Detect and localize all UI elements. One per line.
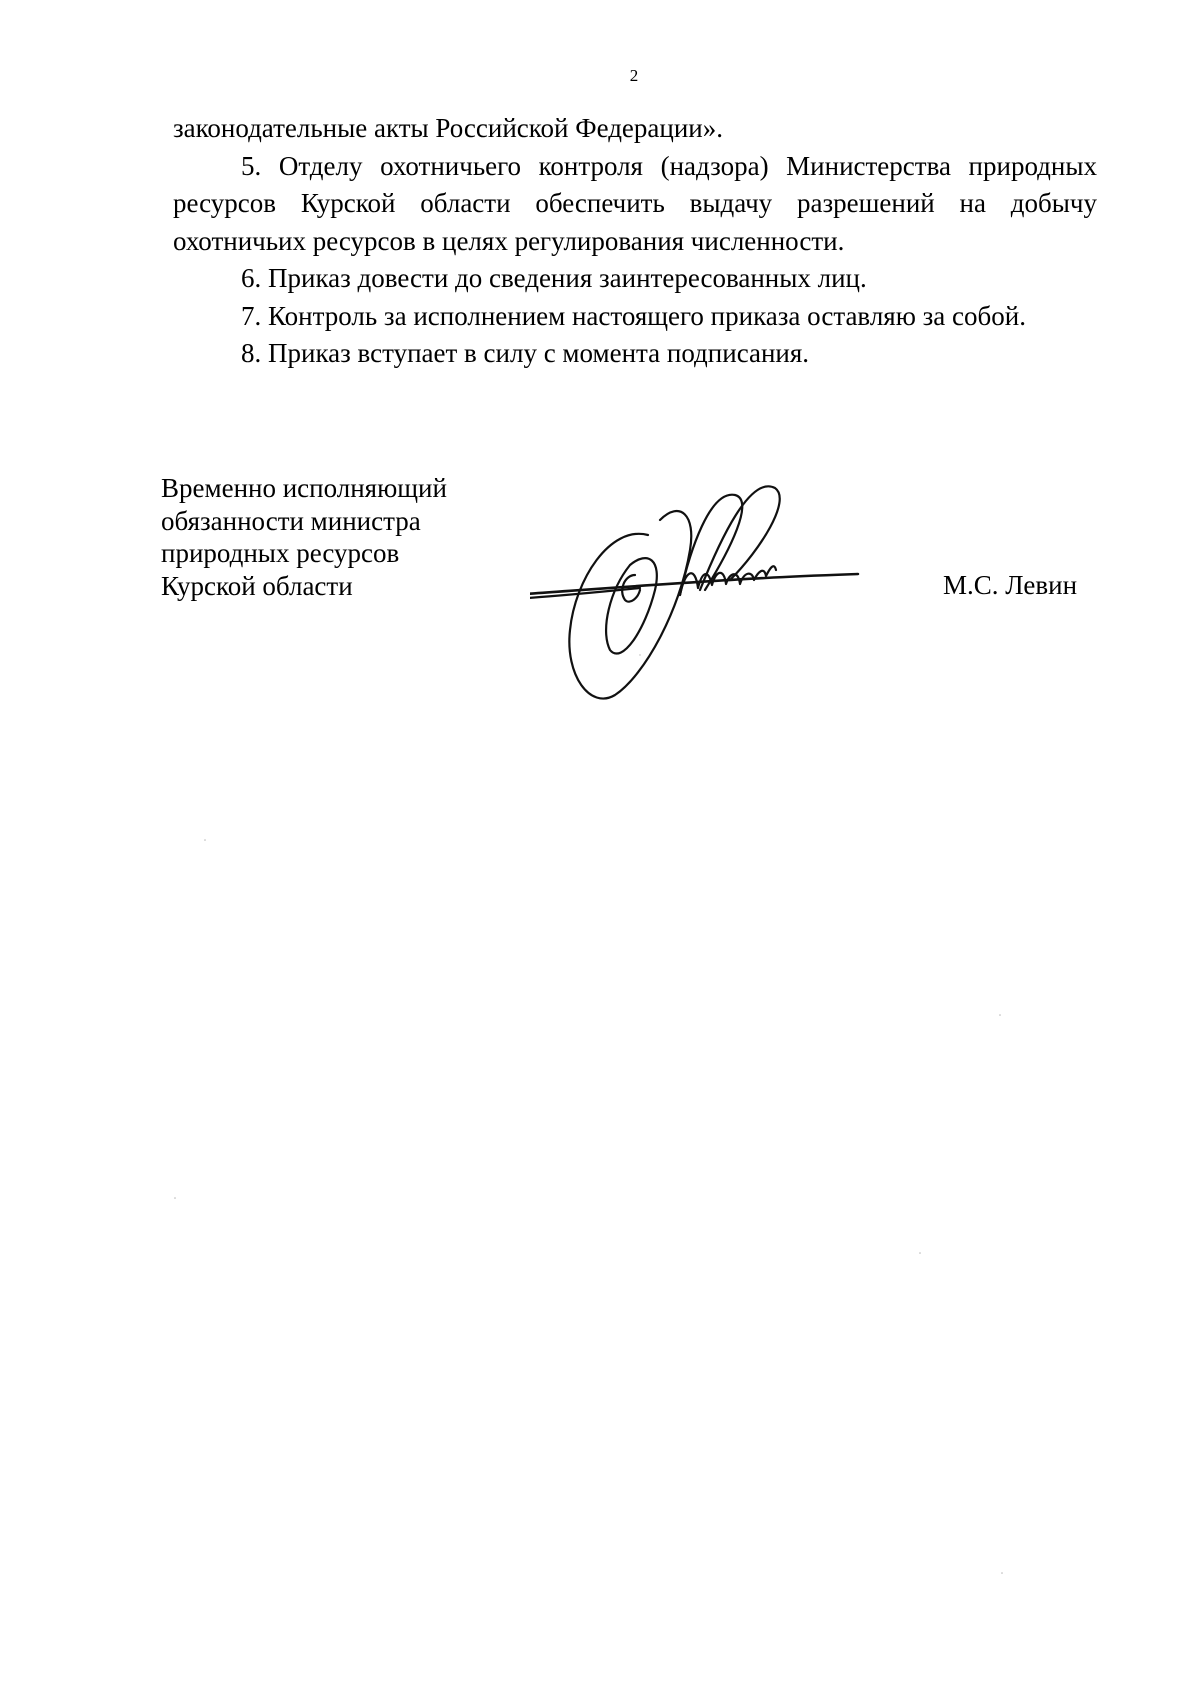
signatory-title [161, 472, 447, 602]
signer-name: М.С. Левин [943, 570, 1078, 600]
paragraph-item-5: 5. Отделу охотничьего контроля (надзора) Министерства природных ресурсов Курской области обеспечить выдачу разрешений на добычу охотничьих ресурсов в целях регулирования численности. [173, 150, 1097, 256]
paragraph-continuation: законодательные акты Российской Федерации». [173, 113, 723, 143]
paragraph-item-8: 8. Приказ вступает в силу с момента подписания. [241, 338, 810, 368]
signatory-title-line: Временно исполняющий [161, 473, 447, 503]
paragraph-item-7: 7. Контроль за исполнением настоящего приказа оставляю за собой. [241, 300, 1026, 331]
signatory-title-line: обязанности министра [161, 505, 421, 536]
handwritten-signature [530, 480, 870, 710]
signature-outer-loop [569, 511, 691, 698]
signature-inner-loop [606, 558, 657, 653]
signatory-title-line: природных ресурсов [161, 538, 400, 568]
page-number: 2 [629, 66, 639, 85]
paragraph-item-6: 6. Приказ довести до сведения заинтересованных лиц. [241, 263, 867, 293]
document-body [173, 110, 1097, 373]
signatory-title-line: Курской области [161, 570, 353, 601]
